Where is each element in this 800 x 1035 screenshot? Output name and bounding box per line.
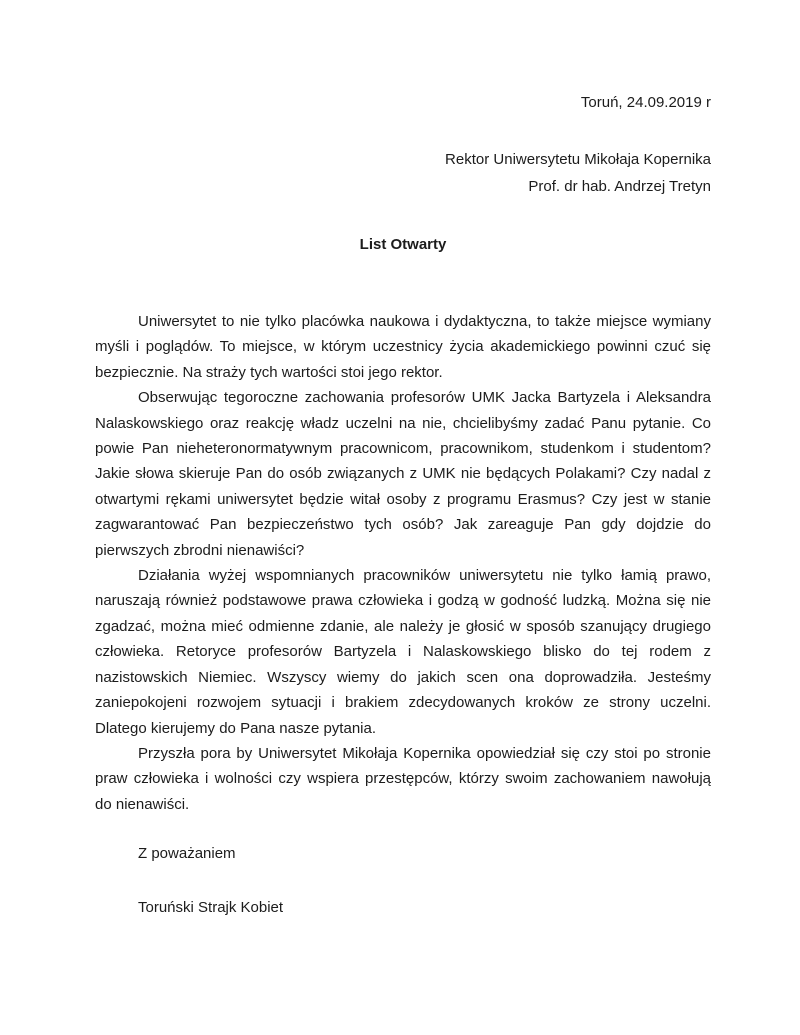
paragraph-accusation: Działania wyżej wspomnianych pracowników uniwersytetu nie tylko łamią prawo, naruszają również podstawowe prawa człowieka i godzą w godność ludzką. Można się nie zgadzać, można mieć odmienne zdanie, ale należy je głosić w sposób szanujący drugiego człowieka. Retoryce profesorów Bartyzela i Nalaskowskiego blisko do tej rodem z nazistowskich Niemiec. Wszyscy wiemy do jakich scen ona doprowadziła. Jesteśmy zaniepokojeni rozwojem sytuacji i brakiem zdecydowanych kroków ze strony uczelni. Dlatego kierujemy do Pana nasze pytania. [95, 567, 711, 737]
letter-title: List Otwarty [359, 236, 447, 253]
paragraph-questions: Obserwując tegoroczne zachowania profesorów UMK Jacka Bartyzela i Aleksandra Nalaskowskiego oraz reakcję władz uczelni na nie, chcielibyśmy zadać Panu pytanie. Co powie Pan nieheteronormatywnym pracownicom, pracownikom, studenkom i studentom? Jakie słowa skieruje Pan do osób związanych z UMK nie będących Polakami? Czy nadal z otwartymi rękami uniwersytet będzie witał osoby z programu Erasmus? Czy jest w stanie zagwarantować Pan bezpieczeństwo tych osób? Jak zareaguje Pan gdy dojdzie do pierwszych zbrodni nienawiści? [95, 389, 711, 559]
closing-salutation: Z poważaniem [138, 845, 236, 863]
addressee-block [95, 146, 711, 200]
addressee-line-2: Prof. dr hab. Andrzej Tretyn [528, 178, 711, 195]
paragraph-conclusion: Przyszła pora by Uniwersytet Mikołaja Kopernika opowiedział się czy stoi po stronie praw człowieka i wolności czy wspiera przestępców, którzy swoim zachowaniem nawołują do nienawiści. [95, 744, 711, 813]
paragraph-intro: Uniwersytet to nie tylko placówka naukowa i dydaktyczna, to także miejsce wymiany myśli i poglądów. To miejsce, w którym uczestnicy życia akademickiego powinni czuć się bezpiecznie. Na straży tych wartości stoi jego rektor. [95, 313, 711, 381]
signature: Toruński Strajk Kobiet [138, 898, 284, 916]
addressee-line-1: Rektor Uniwersytetu Mikołaja Kopernika [445, 151, 711, 168]
dateline: Toruń, 24.09.2019 r [580, 94, 711, 111]
letter-body [95, 309, 711, 817]
